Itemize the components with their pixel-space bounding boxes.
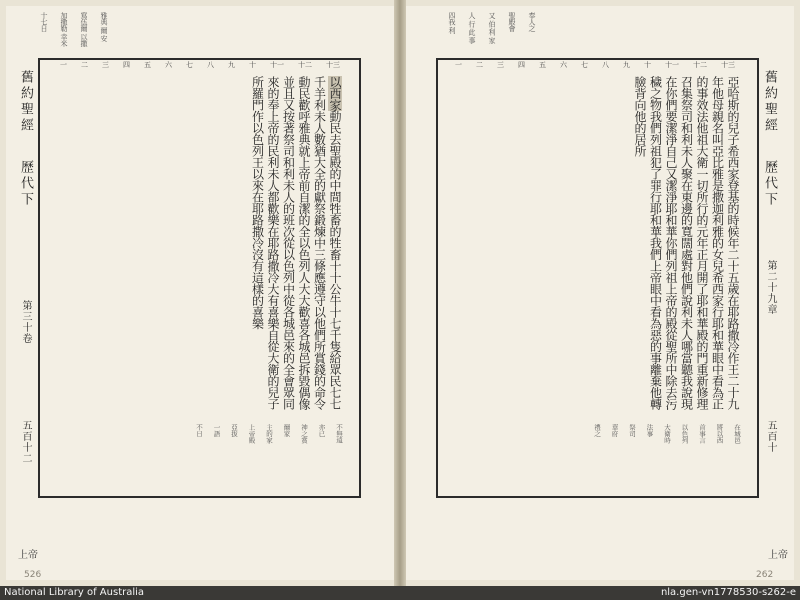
footnote: 將以西 [715,424,724,444]
right-scan-number: 262 [756,570,774,580]
right-foot-mark: 上帝 [768,550,788,561]
highlighted-name: 以西家 [328,76,342,111]
column-number: 三 [497,61,504,69]
left-column-numbers [60,60,340,72]
footnote: 一語 [212,424,221,437]
top-note: 奉人之 [528,12,536,32]
footnote: 首事言 [698,424,706,444]
footnote: 神之賞 [300,424,308,444]
column-number: 十 [249,61,256,69]
footnote: 大衛時 [663,424,671,444]
left-body-text [58,76,342,416]
top-note: 雅典 爾 安 [100,12,108,42]
column-number: 十 [644,61,651,69]
left-top-notes [40,12,108,52]
footnote: 亞拔 [230,424,238,437]
top-note: 寫伍爾 以撒 [80,12,88,47]
column-number: 九 [623,61,630,69]
top-note: 十七日 [40,12,48,32]
right-body-text [452,76,740,416]
footnote: 不無遠 [335,424,343,444]
right-chapter: 第二十九章 [765,260,776,315]
footnote: 祭司 [628,424,636,437]
column-number: 二 [476,61,483,69]
right-footnotes [452,424,740,484]
footnote: 華府 [610,424,619,437]
footnote: 法事 [645,424,654,437]
library-credit: National Library of Australia [4,587,145,598]
column-number: 五 [144,61,151,69]
column-number: 十三 [721,61,735,69]
top-note: 加撒勒 幸米 [60,12,68,47]
column-number: 十一 [665,61,679,69]
column-number: 九 [228,61,235,69]
left-section: 歷代下 [18,160,33,208]
right-column-numbers [455,60,735,72]
right-page-number: 五百十 [765,420,776,453]
column-number: 二 [81,61,88,69]
top-note: 人 行 此 事 [468,12,476,44]
column-number: 十一 [270,61,284,69]
left-foot-mark: 上帝 [18,550,38,561]
footnote: 上帝殿 [247,424,256,444]
footnote: 以色列 [680,424,689,444]
left-scan-number: 526 [24,570,42,580]
footnote: 不日 [195,424,203,437]
left-footnotes [58,424,342,484]
footnote: 爾家 [282,424,291,437]
right-section: 歷代下 [762,160,777,208]
column-number: 十二 [298,61,312,69]
column-number: 六 [165,61,172,69]
footnote: 禮之 [593,424,601,437]
column-number: 一 [60,61,67,69]
column-number: 一 [455,61,462,69]
right-top-notes [448,12,536,52]
column-number: 四 [123,61,130,69]
column-number: 四 [518,61,525,69]
book-gutter [394,0,406,586]
column-number: 五 [539,61,546,69]
left-page-number: 五百十二 [20,420,31,464]
column-number: 十二 [693,61,707,69]
column-number: 八 [207,61,214,69]
left-chapter: 第三十卷 [20,300,31,344]
body-text: 動民去聖殿的中間牲畜的牲畜十十公牛十七千隻給眾民七七千羊利未人數猶大全的獻祭鍛煉中三條應遵守以他們所賞錢的命令動民歡呼雅典就上帝前自潔的全以色列人大大歡喜各城邑拆毀偶像並且又按著祭司和利未人的班次從以色列中從各城邑來的全會眾同來的奉上帝的民利未人都歡樂在耶路撒冷大有喜樂自從大衛的兒子所羅門作以色列王以來在耶路撒冷沒有這樣的喜樂 [250,76,342,410]
top-note: 又 伯 利 家 [488,12,496,44]
column-number: 六 [560,61,567,69]
left-book-title: 舊約聖經 [18,70,33,134]
column-number: 十三 [326,61,340,69]
column-number: 三 [102,61,109,69]
column-number: 七 [186,61,193,69]
top-note: 四我 利 [448,12,456,34]
column-number: 八 [602,61,609,69]
footnote: 在城邑 [733,424,741,444]
footnote: 亦已 [317,424,326,437]
body-text: 亞哈斯的兒子希西家登基的時候年二十五歲在耶路撒冷作王二十九年他母親名叫亞比雅是撒迦利雅的女兒希西家行耶和華眼中看為正的事效法他祖大衛一切所行的元年正月開了耶和華殿的門重新修理召集祭司和利未人聚在東邊的寬闊處對他們說利未人哪當聽我說現在你們要潔淨自己又潔淨耶和華你們列祖上帝的殿從聖所中除去污穢之物我們列祖犯了罪行耶和華我們上帝眼中看為惡的事離棄他轉臉背向他的居所 [633,76,740,410]
footnote: 主的家 [265,424,273,444]
right-book-title: 舊約聖經 [762,70,777,134]
top-note: 聖殿會 [508,12,516,32]
column-number: 七 [581,61,588,69]
record-identifier: nla.gen-vn1778530-s262-e [660,587,796,598]
caption-bar [0,586,800,600]
